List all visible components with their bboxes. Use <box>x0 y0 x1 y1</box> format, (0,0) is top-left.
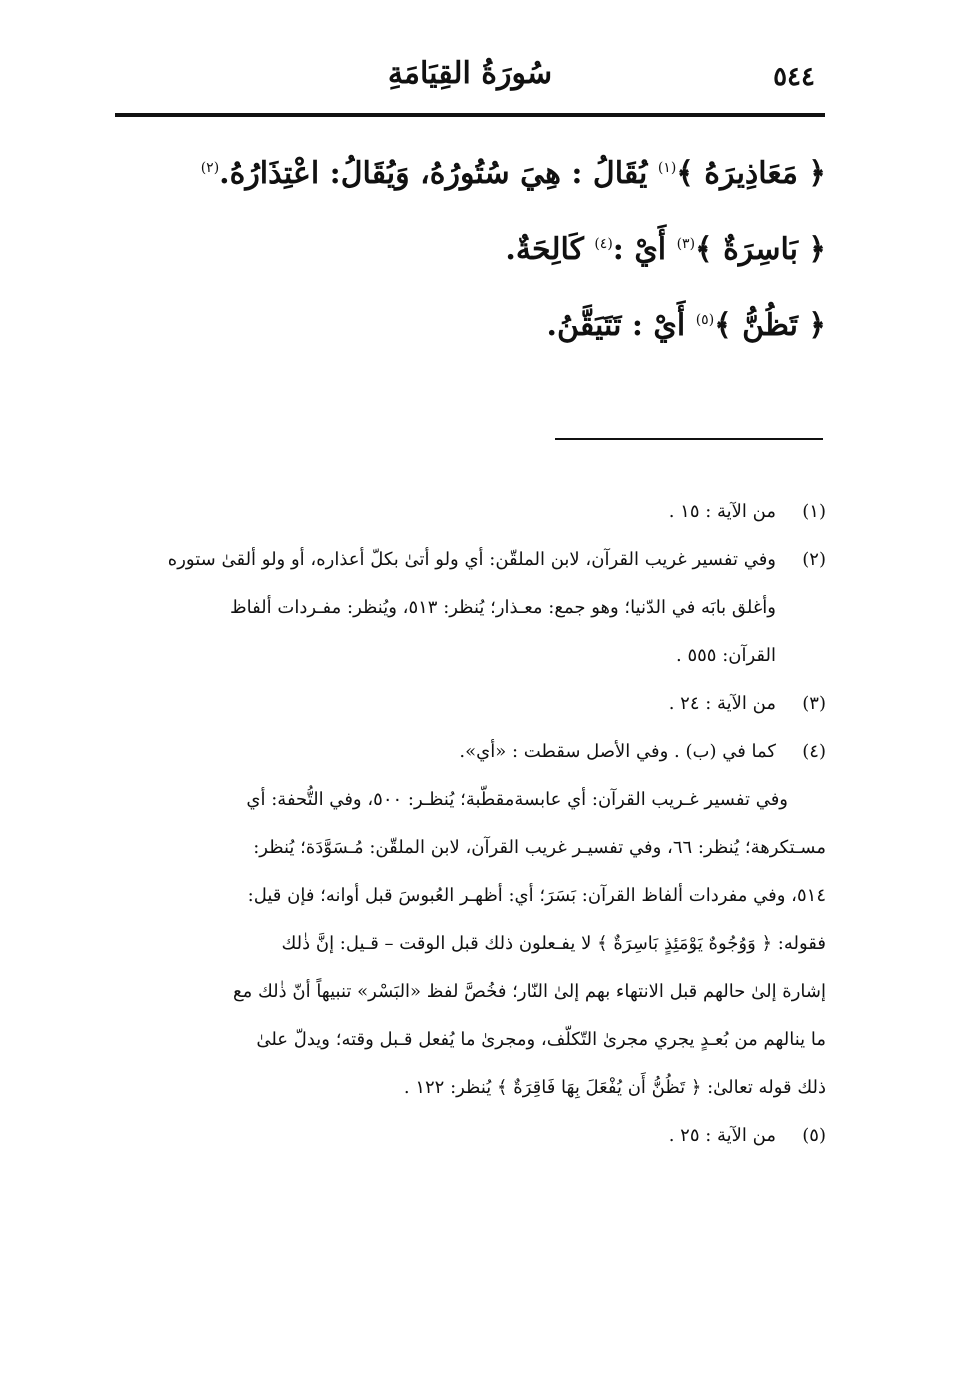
footnote-ref: (٤) <box>594 236 613 252</box>
footnote-3 <box>116 680 826 728</box>
footnote-4-line-2: وفي تفسير غـريب القرآن: أي عابسةمقطّبة؛ يُنظـر: ٥٠٠، وفي التُّحفة: أي <box>246 789 788 810</box>
footnote-2 <box>116 536 826 584</box>
footnote-ref: (١) <box>657 160 677 176</box>
footnote-text: من الآية : ٢٤ . <box>668 693 776 714</box>
footnote-4-line-6: إشارة إلىٰ حالهم قبل الانتهاء بهم إلىٰ النّار؛ فخُصَّ لفظ «البَسْر» تنبيهاً أنّ ذٰلك مع <box>233 981 826 1002</box>
footnote-1 <box>116 488 826 536</box>
footnote-number: (١) <box>802 501 826 522</box>
footnote-number: (٤) <box>802 741 826 762</box>
footnote-4-line-3: مسـتكرهة؛ يُنظر: ٦٦، وفي تفسيـر غريب القرآن، لابن الملقّن: مُـسَوَّدَة؛ يُنظر: <box>253 837 826 858</box>
footnote-4-line-8: ذلك قوله تعالىٰ: ﴿ تَظُنُّ أَن يُفْعَلَ بِهَا فَاقِرَةٌ ﴾ يُنظر: ١٢٢ . <box>403 1077 826 1098</box>
footnote-ref: (٢) <box>200 160 220 176</box>
entry-text: أَيْ : <box>612 232 677 267</box>
page-number: ٥٤٤ <box>773 62 815 92</box>
footnote-text: من الآية : ٢٥ . <box>668 1125 776 1146</box>
page-header <box>115 52 825 104</box>
entry-basirah <box>126 214 826 290</box>
footnotes <box>116 488 826 1160</box>
footnote-2-line-3: القرآن: ٥٥٥ . <box>676 645 776 666</box>
footnote-2-line-2: وأغلق بابَه في الدّنيا؛ وهو جمع: معـذار؛ يُنظر: ٥١٣، ويُنظر: مفـردات ألفاظ <box>229 597 776 618</box>
entry-tazunnu <box>126 290 826 366</box>
entry-text: يُقَالُ : هِيَ سُتُورُهُ، وَيُقَالُ: اعْتِذَارُهُ. <box>219 156 658 191</box>
entry-text-tail: كَالِحَةٌ. <box>505 232 595 267</box>
footnote-number: (٣) <box>802 693 826 714</box>
footnote-ref: (٣) <box>676 236 696 252</box>
header-rule <box>115 113 825 117</box>
footnote-number: (٢) <box>802 549 826 570</box>
footnote-number: (٥) <box>802 1125 826 1146</box>
footnote-text: وفي تفسير غريب القرآن، لابن الملقّن: أي ولو أتىٰ بكلّ أعذاره، أو ولو ألقىٰ ستوره <box>167 549 776 570</box>
footnote-4-line-4: ٥١٤، وفي مفردات ألفاظ القرآن: بَسَرَ؛ أي: أظهـر العُبوسَ قبل أوانه؛ فإن قيل: <box>247 885 826 906</box>
entry-maadhirah <box>126 138 826 214</box>
entry-word: ﴿ تَظُنُّ ﴾ <box>714 308 826 343</box>
surah-title: سُورَةُ القِيَامَةِ <box>387 56 553 91</box>
entry-text: أَيْ : تَتَيَقَّنُ. <box>546 308 696 343</box>
entry-word: ﴿ بَاسِرَةٌ ﴾ <box>695 232 826 267</box>
footnote-5 <box>116 1112 826 1160</box>
footnote-ref: (٥) <box>695 312 715 328</box>
footnote-4 <box>116 728 826 776</box>
footnote-separator <box>555 438 823 440</box>
footnote-4-line-5: فقوله: ﴿ وَوُجُوهٌ يَوْمَئِذٍ بَاسِرَةٌ ﴾ لا يفـعلون ذلك قبل الوقت – قـيل: إنَّ ذٰلك <box>281 933 826 954</box>
entry-word: ﴿ مَعَاذِيرَهُ ﴾ <box>676 156 826 191</box>
main-text <box>126 138 826 366</box>
footnote-text: من الآية : ١٥ . <box>668 501 776 522</box>
footnote-text: كما في (ب) . وفي الأصل سقطت : «أي». <box>459 741 776 762</box>
footnote-4-line-7: ما ينالهم من بُعـدٍ يجري مجرىٰ التّكلّف، ومجرىٰ ما يُفعل قـبل وقته؛ ويدلّ علىٰ <box>256 1029 826 1050</box>
